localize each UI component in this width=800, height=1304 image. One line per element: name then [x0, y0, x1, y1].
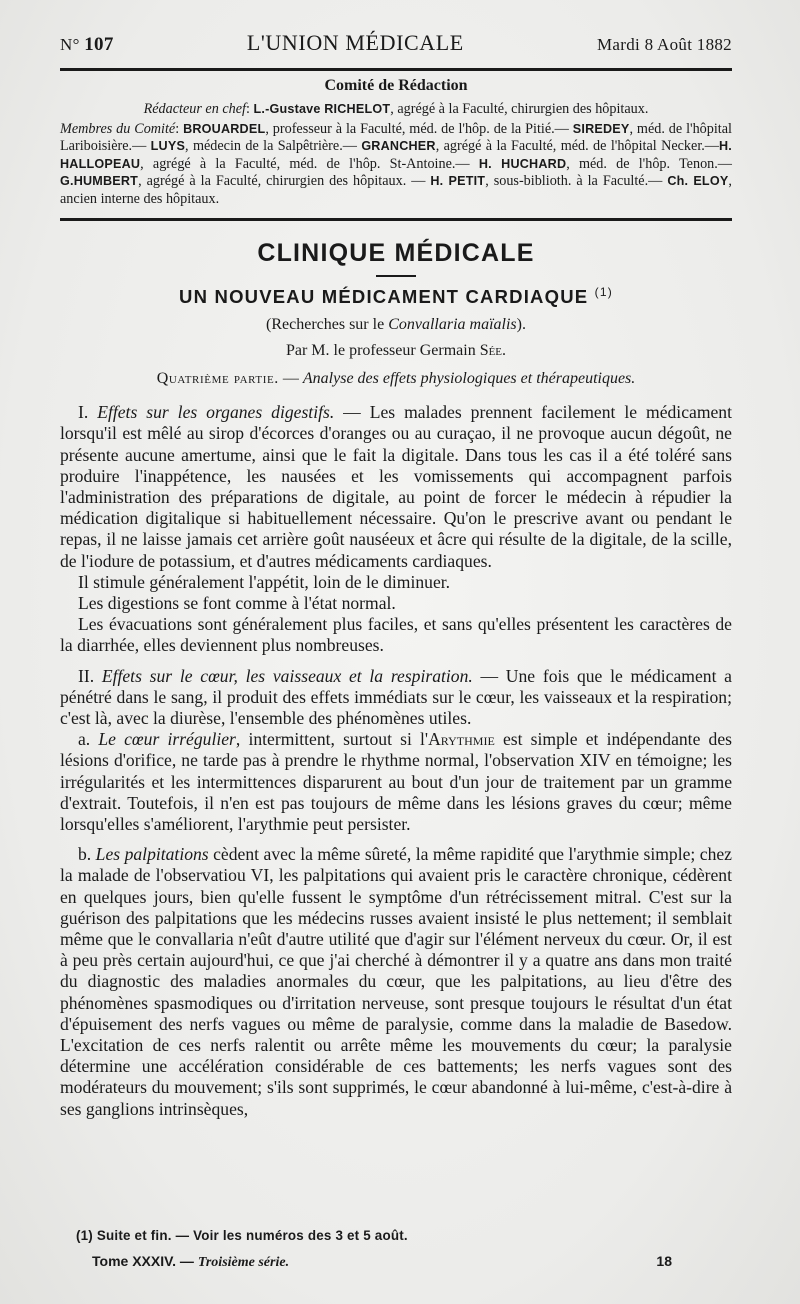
subtitle-suffix: ). [516, 316, 526, 334]
section-number: I. [78, 402, 98, 423]
paragraph [60, 402, 732, 572]
section-heading: Effets sur le cœur, les vaisseaux et la respiration. [101, 665, 473, 686]
member-role: , agrégé à la Faculté, méd. de l'hôp. St-Antoine.— [140, 155, 479, 172]
part-heading [60, 370, 732, 388]
member-name: Ch. ELOY [667, 174, 729, 188]
series-label: Troisième série. [197, 1255, 290, 1270]
author-name: Sée. [479, 342, 507, 360]
member-name: GRANCHER [361, 139, 436, 153]
paragraph [60, 666, 732, 730]
article-author [60, 342, 732, 360]
editor-role: , agrégé à la Faculté, chirurgien des hôpitaux. [390, 101, 649, 117]
paragraph [60, 844, 732, 1120]
item-letter: b. [78, 844, 96, 865]
article-title [60, 285, 732, 308]
part-title: Analyse des effets physiologiques et thérapeutiques. [302, 370, 636, 388]
header-rule [60, 68, 732, 71]
committee-title: Comité de Rédaction [324, 77, 468, 94]
member-role: , agrégé à la Faculté, chirurgien des hôpitaux. — [138, 173, 431, 189]
item-heading: Le cœur irrégulier [98, 729, 236, 750]
paragraph-text: — Une fois que le médicament a pénétré dans le sang, il produit des effets immédiats sur le cœur, les vaisseaux et la respiration; c'est là, avec la diurèse, l'ensemble des phénomènes utiles. [60, 665, 732, 728]
item-heading: Les palpitations [95, 844, 209, 865]
member-role: , méd. de l'hôpital Lariboisière.— [60, 120, 732, 154]
editor-label: Rédacteur en chef [143, 101, 246, 117]
member-name: H. HUCHARD [478, 156, 567, 171]
paragraph-text: — Les malades prennent facilement le médicament lorsqu'il est mêlé au sirop d'écorces d'oranges ou au curaçao, il ne provoque aucun dégoût, ne présente aucune amertume, ainsi que le fait la digitale. Dans tous les cas il a été toléré sans produire l'inappétence, les nausées et les vomissements qui accompagnent parfois l'administration des préparations de digitale, au point de forcer le médecin à répudier la médication digitalique si habituellement nécessaire. Qu'on le prescrive avant ou pendant le repas, il ne laisse jamais cet arrière goût nauséeux et âcre qui résulte de la digitale, de la scille, de l'iodure de potassium, et d'autres médicaments cardiaques. [60, 402, 732, 571]
committee-members: Membres du Comité: BROUARDEL, professeur à la Faculté, méd. de l'hôp. de la Pitié.— SIREDEY, méd. de l'hôpital Lariboisière.— LUYS, médecin de la Salpêtrière.— GRANCHER, agrégé à la Faculté, méd. de l'hôpital Necker.—H. HALLOPEAU, agrégé à la Faculté, méd. de l'hôp. St-Antoine.— H. HUCHARD, méd. de l'hôp. Tenon.—G.HUMBERT, agrégé à la Faculté, chirurgien des hôpitaux. — H. PETIT, sous-biblioth. à la Faculté.— Ch. ELOY, ancien interne des hôpitaux. [60, 120, 732, 207]
page-footer [92, 1253, 672, 1271]
page-header [60, 30, 732, 64]
issue-date: Mardi 8 Août 1882 [597, 35, 732, 54]
subtitle-species: Convallaria maïalis [388, 316, 517, 334]
section-number: II. [78, 665, 102, 686]
paragraph: Les digestions se font comme à l'état normal. [78, 592, 396, 613]
footnote-marker: (1) [594, 285, 613, 299]
member-role: , médecin de la Salpêtrière.— [185, 138, 362, 154]
page-content [60, 30, 732, 1120]
section-rule [60, 218, 732, 221]
volume-info [92, 1253, 289, 1271]
member-role: , méd. de l'hôp. Tenon.— [566, 155, 732, 172]
member-name: H. HALLOPEAU [60, 139, 732, 171]
member-role: , professeur à la Faculté, méd. de l'hôp. de la Pitié.— [265, 120, 573, 137]
paragraph: Les évacuations sont généralement plus faciles, et sans qu'elles présentent les caractères de la diarrhée, elles deviennent plus nombreuses. [60, 614, 732, 656]
author-prefix: Par M. le professeur Germain [285, 342, 480, 360]
member-name: SIREDEY [572, 121, 630, 136]
member-role: , agrégé à la Faculté, méd. de l'hôpital Necker.— [435, 138, 719, 154]
editor-in-chief: Rédacteur en chef: L.-Gustave RICHELOT, agrégé à la Faculté, chirurgien des hôpitaux. [143, 101, 649, 117]
article-title-text: UN NOUVEAU MÉDICAMENT CARDIAQUE [179, 286, 589, 308]
paragraph: Il stimule généralement l'appétit, loin de le diminuer. [78, 571, 451, 592]
page-number: 18 [656, 1253, 672, 1269]
member-role: , ancien interne des hôpitaux. [60, 173, 732, 207]
editorial-committee [60, 101, 732, 208]
issue-prefix: N° [60, 35, 80, 54]
subtitle-prefix: (Recherches sur le [266, 316, 389, 334]
member-name: BROUARDEL [183, 121, 266, 136]
members-label: Membres du Comité [60, 120, 176, 137]
footnote: (1) Suite et fin. — Voir les numéros des 3 et 5 août. [76, 1228, 408, 1243]
member-name: H. PETIT [430, 174, 486, 188]
title-divider [376, 275, 416, 277]
section-title: CLINIQUE MÉDICALE [257, 239, 535, 267]
editor-name: L.-Gustave RICHELOT [253, 102, 391, 116]
journal-title: L'UNION MÉDICALE [246, 30, 464, 55]
paragraph-text: est simple et indépendante des lésions d'orifice, ne tarde pas à prendre le rhythme normal, l'observation XIV en témoigne; les irrégularités et les intermittences disparurent au bout d'un jour de traitement par un gramme d'extrait. Toutefois, il n'en est pas toujours de même dans les lésions graves du cœur; même lorsqu'elles s'améliorent, l'arythmie peut persister. [60, 729, 732, 835]
section-heading: Effets sur les organes digestifs. [97, 402, 335, 423]
issue-number-value: 107 [84, 34, 114, 55]
emphasized-term: Arythmie [428, 729, 495, 750]
article-body [60, 402, 732, 1120]
paragraph-text: cèdent avec la même sûreté, la même rapidité que l'arythmie simple; chez la malade de l'observatiou VI, les palpitations qui avaient pris le caractère chronique, cédèrent en quelques jours, bien qu'elle fussent le symptôme d'un rétrécissement mitral. C'est sur la guérison des palpitations que les médecins russes avaient insisté le plus nettement; il semblait même que le convallaria n'eût d'autre utilité que d'agir sur l'élément nerveux du cœur. Or, il est à peu près certain aujourd'hui, ce que j'ai cherché à démontrer il y a quatre ans dans mon traité du diagnostic des maladies anormales du cœur, que les palpitations, au lieu d'être des phénomènes spasmodiques ou d'irritation nerveuse, sont presque toujours le résultat d'un état d'épuisement des nerfs vagues ou même de paralysie, comme dans la maladie de Basedow. L'excitation de ces nerfs ralentit ou arrête même les mouvements du cœur; la paralysie détermine une accélération considérable de ces battements; les nerfs vagues sont des modérateurs du mouvement; s'ils sont supprimés, le cœur abandonné à lui-même, c'est-à-dire à ses ganglions intrinsèques, [60, 844, 732, 1119]
part-label: Quatrième partie. [156, 370, 279, 388]
paragraph-text: , intermittent, surtout si l' [235, 729, 429, 750]
member-name: LUYS [150, 139, 186, 153]
paragraph [60, 729, 732, 835]
item-letter: a. [78, 729, 99, 750]
member-role: , sous-biblioth. à la Faculté.— [485, 173, 668, 189]
article-subtitle [60, 316, 732, 334]
part-dash: — [278, 370, 303, 388]
issue-number [60, 34, 114, 56]
member-name: G.HUMBERT [60, 174, 139, 188]
volume-label: Tome XXXIV. — [92, 1253, 198, 1269]
